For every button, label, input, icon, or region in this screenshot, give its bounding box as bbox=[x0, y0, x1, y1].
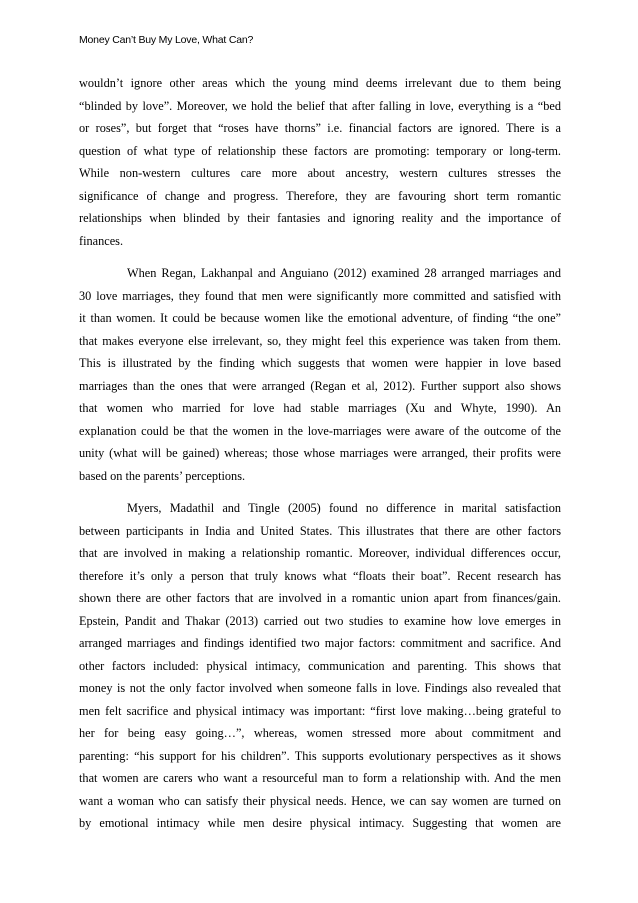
text-line: significance of change and progress. Therefore, they are favouring short term romantic bbox=[79, 188, 561, 203]
text-line: or roses”, but forget that “roses have thorns” i.e. financial factors are ignored. There is a bbox=[79, 121, 561, 135]
running-header: Money Can’t Buy My Love, What Can? bbox=[79, 34, 254, 46]
paragraph-2 bbox=[79, 262, 561, 487]
text-line: “blinded by love”. Moreover, we hold the belief that after falling in love, everything is a “bed bbox=[79, 98, 561, 113]
text-line: explanation could be that the women in the love-marriages were aware of the outcome of the bbox=[79, 423, 561, 438]
text-line: between participants in India and United States. This illustrates that there are other factors bbox=[79, 523, 561, 538]
text-line: that are involved in making a relationship romantic. Moreover, individual differences occur, bbox=[79, 546, 561, 560]
text-line: men felt sacrifice and physical intimacy was important: “first love making…being grateful to bbox=[79, 703, 561, 718]
text-line: question of what type of relationship these factors are promoting: temporary or long-term. bbox=[79, 143, 561, 158]
text-line: other factors included: physical intimacy, communication and parenting. This shows that bbox=[79, 658, 561, 673]
text-line: that women who married for love had stable marriages (Xu and Whyte, 1990). An bbox=[79, 401, 561, 415]
text-line: relationships when blinded by their fantasies and ignoring reality and the importance of bbox=[79, 211, 561, 225]
text-line: wouldn’t ignore other areas which the young mind deems irrelevant due to them being bbox=[79, 76, 561, 90]
text-line: that makes everyone else irrelevant, so, they might feel this experience was taken from them. bbox=[79, 333, 561, 348]
text-line: 30 love marriages, they found that men were significantly more committed and satisfied with bbox=[79, 288, 561, 303]
text-line: want a woman who can satisfy their physical needs. Hence, we can say women are turned on bbox=[79, 793, 561, 808]
text-line: marriages than the ones that were arranged (Regan et al, 2012). Further support also shows bbox=[79, 378, 561, 393]
text-line: therefore it’s only a person that truly knows what “floats their boat”. Recent research has bbox=[79, 568, 561, 583]
text-line: Epstein, Pandit and Thakar (2013) carried out two studies to examine how love emerges in bbox=[79, 613, 561, 628]
text-line: Myers, Madathil and Tingle (2005) found no difference in marital satisfaction bbox=[127, 501, 561, 515]
text-line: This is illustrated by the finding which suggests that women were happier in love based bbox=[79, 356, 561, 370]
text-line: When Regan, Lakhanpal and Anguiano (2012) examined 28 arranged marriages and bbox=[127, 266, 561, 280]
paragraph-3 bbox=[79, 497, 561, 835]
text-line: money is not the only factor involved when someone falls in love. Findings also revealed that bbox=[79, 681, 561, 695]
text-line: her for being easy going…”, whereas, women stressed more about commitment and bbox=[79, 726, 561, 740]
paragraph-1 bbox=[79, 72, 561, 252]
text-line: While non-western cultures care more about ancestry, western cultures stresses the bbox=[79, 166, 561, 180]
text-line: shown there are other factors that are involved in a romantic union apart from finances/gain. bbox=[79, 591, 561, 605]
text-line: unity (what will be gained) whereas; those whose marriages were arranged, their profits were bbox=[79, 446, 561, 460]
text-line: arranged marriages and findings identified two major factors: commitment and sacrifice. And bbox=[79, 636, 561, 650]
text-line: that women are carers who want a resourceful man to form a relationship with. And the men bbox=[79, 771, 561, 785]
text-line: based on the parents’ perceptions. bbox=[79, 468, 246, 483]
text-line: finances. bbox=[79, 233, 124, 248]
text-line: parenting: “his support for his children”. This supports evolutionary perspectives as it shows bbox=[79, 748, 561, 763]
text-line: by emotional intimacy while men desire physical intimacy. Suggesting that women are bbox=[79, 816, 561, 830]
body-text bbox=[79, 72, 561, 835]
text-line: it than women. It could be because women like the emotional adventure, of finding “the one” bbox=[79, 311, 561, 325]
